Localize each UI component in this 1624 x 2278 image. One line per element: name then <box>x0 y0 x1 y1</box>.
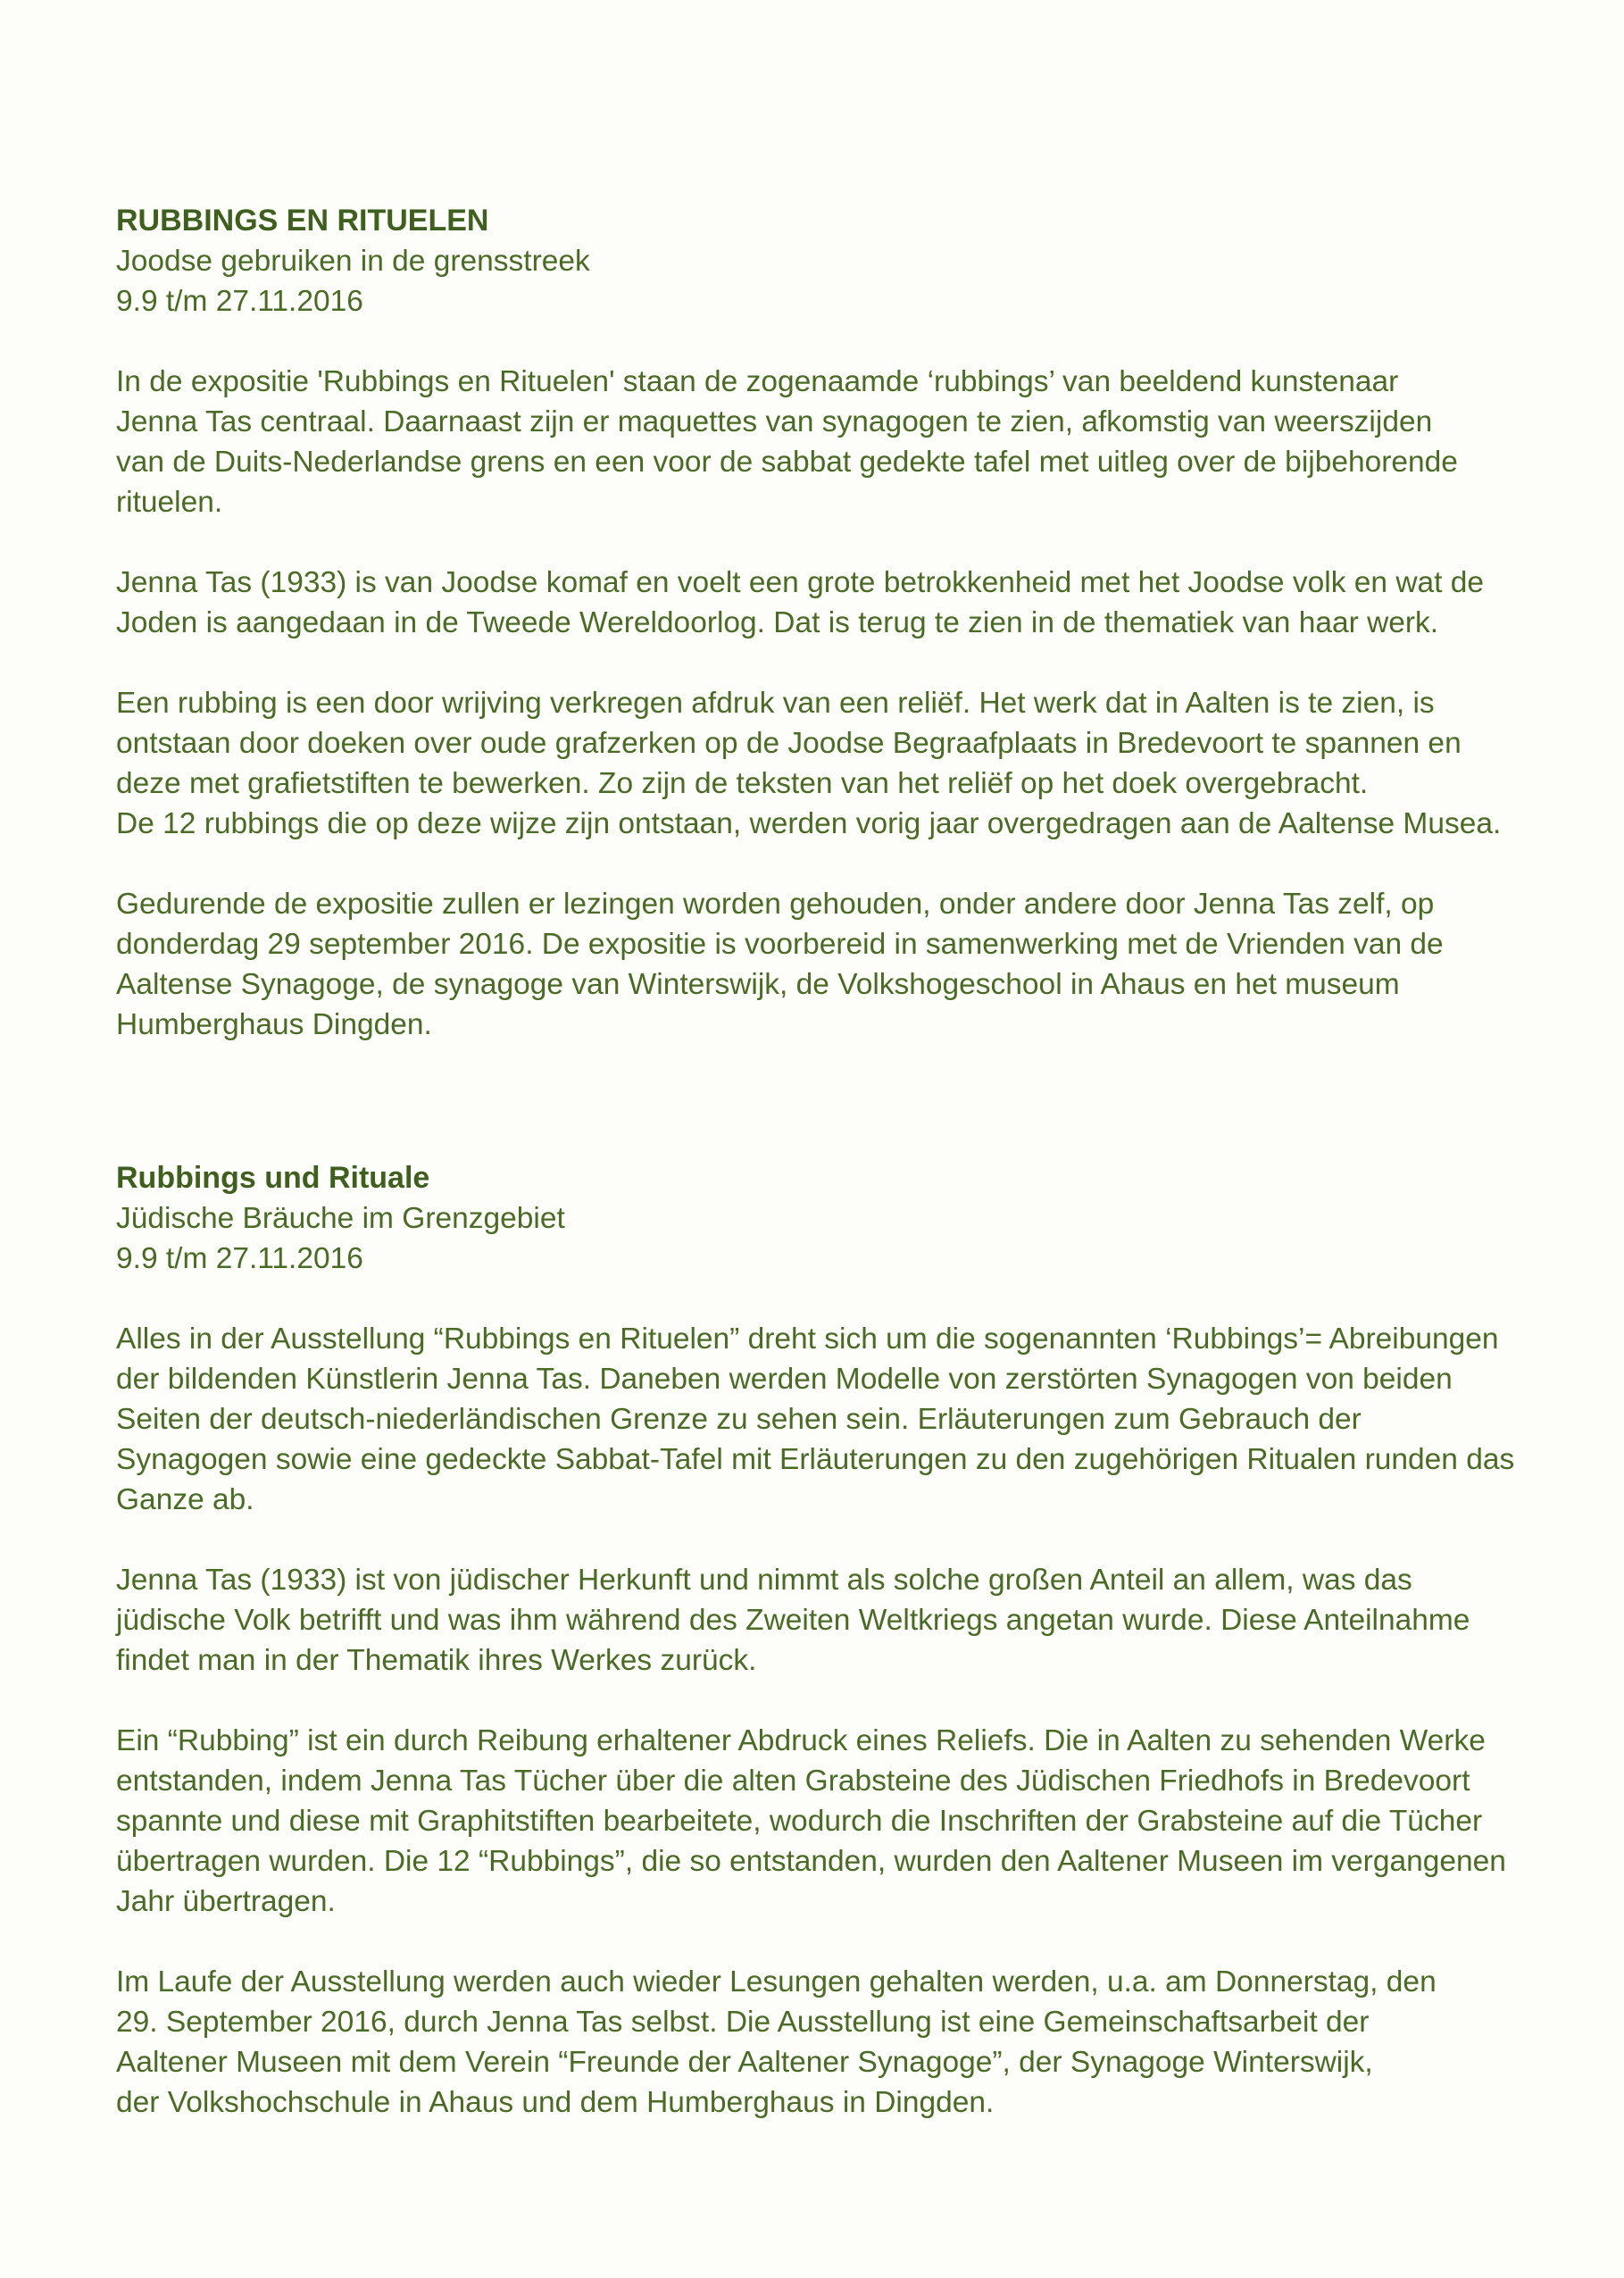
dutch-subtitle: Joodse gebruiken in de grensstreek <box>116 245 590 278</box>
dutch-paragraph-2: Jenna Tas (1933) is van Joodse komaf en voelt een grote betrokkenheid met het Joodse volk en wat de Joden is aangedaan in de Tweede Wereldoorlog. Dat is terug te zien in de thematiek van haar werk. <box>116 566 1485 639</box>
dutch-dates: 9.9 t/m 27.11.2016 <box>116 285 363 318</box>
document-page <box>116 201 1536 2119</box>
dutch-title: RUBBINGS EN RITUELEN <box>116 204 489 238</box>
german-paragraph-4: Im Laufe der Ausstellung werden auch wieder Lesungen gehalten werden, u.a. am Donnerstag, den 29. September 2016, durch Jenna Tas selbst. Die Ausstellung ist eine Gemeinschaftsarbeit der Aaltener Museen mit dem Verein “Freunde der Aaltener Synagoge”, der Synagoge Winterswijk, der Volkshochschule in Ahaus und dem Humberghaus in Dingden. <box>116 1965 1437 2119</box>
german-section <box>116 1158 1536 2123</box>
german-paragraph-1: Alles in der Ausstellung “Rubbings en Rituelen” dreht sich um die sogenannten ‘Rubbings’= Abreibungen der bildenden Künstlerin Jenna Tas. Daneben werden Modelle von zerstörten Synagogen von beiden Seiten der deutsch-niederländischen Grenze zu sehen sein. Erläuterungen zum Gebrauch der Synagogen sowie eine gedeckte Sabbat-Tafel mit Erläuterungen zu den zugehörigen Ritualen runden das Ganze ab. <box>116 1323 1515 1516</box>
dutch-section <box>116 201 1536 1045</box>
dutch-paragraph-4: Gedurende de expositie zullen er lezingen worden gehouden, onder andere door Jenna Tas zelf, op donderdag 29 september 2016. De expositie is voorbereid in samenwerking met de Vrienden van de Aaltense Synagoge, de synagoge van Winterswijk, de Volkshogeschool in Ahaus en het museum Humberghaus Dingden. <box>116 888 1444 1041</box>
german-subtitle: Jüdische Bräuche im Grenzgebiet <box>116 1202 565 1235</box>
german-paragraph-3: Ein “Rubbing” ist ein durch Reibung erhaltener Abdruck eines Reliefs. Die in Aalten zu sehenden Werke entstanden, indem Jenna Tas Tücher über die alten Grabsteine des Jüdischen Friedhofs in Bredevoort spannte und diese mit Graphitstiften bearbeitete, wodurch die Inschriften der Grabsteine auf die Tücher übertragen wurden. Die 12 “Rubbings”, die so entstanden, wurden den Aaltener Museen im vergangenen Jahr übertragen. <box>116 1724 1506 1918</box>
german-dates: 9.9 t/m 27.11.2016 <box>116 1242 363 1275</box>
german-paragraph-2: Jenna Tas (1933) ist von jüdischer Herkunft und nimmt als solche großen Anteil an allem, was das jüdische Volk betrifft und was ihm während des Zweiten Weltkriegs angetan wurde. Diese Anteilnahme findet man in der Thematik ihres Werkes zurück. <box>116 1564 1470 1677</box>
dutch-paragraph-3: Een rubbing is een door wrijving verkregen afdruk van een reliëf. Het werk dat in Aalten is te zien, is ontstaan door doeken over oude grafzerken op de Joodse Begraafplaats in Bredevoort te spannen en deze met grafietstiften te bewerken. Zo zijn de teksten van het reliëf op het doek overgebracht. De 12 rubbings die op deze wijze zijn ontstaan, werden vorig jaar overgedragen aan de Aaltense Musea. <box>116 687 1502 840</box>
dutch-paragraph-1: In de expositie 'Rubbings en Rituelen' staan de zogenaamde ‘rubbings’ van beeldend kunstenaar Jenna Tas centraal. Daarnaast zijn er maquettes van synagogen te zien, afkomstig van weerszijden van de Duits-Nederlandse grens en een voor de sabbat gedekte tafel met uitleg over de bijbehorende rituelen. <box>116 365 1458 519</box>
german-title: Rubbings und Rituale <box>116 1161 430 1195</box>
